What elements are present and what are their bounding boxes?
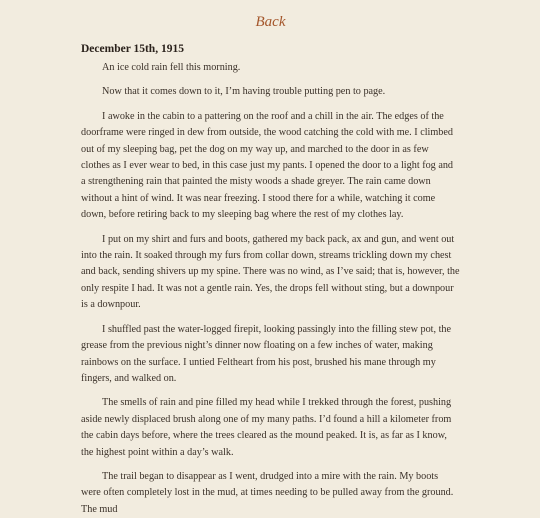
- entry-paragraph: I awoke in the cabin to a pattering on the roof and a chill in the air. The edges of the doorframe were ringed in dew from outside, the wood catching the cold with me. I climbed out of my sleeping bag, pet the dog on my way up, and marched to the door in as few clothes as I ever wear to bed, in this case just my pants. I opened the door to a light fog and a strengthening rain that painted the misty woods a shade greyer. The rain came down without a hint of wind. It was near freezing. I stood there for a while, watching it come down, before retiring back to my sleeping bag where the rest of my clothes lay.: [81, 110, 454, 221]
- entry-paragraph: An ice cold rain fell this morning.: [102, 62, 241, 73]
- entry-paragraph: The trail began to disappear as I went, drudged into a mire with the rain. My boots were often completely lost in the mud, at times needing to be pulled away from the ground. The mud: [81, 470, 454, 515]
- entry-paragraph: The smells of rain and pine filled my head while I trekked through the forest, pushing aside newly displaced brush along one of my many paths. I’d found a hill a kilometer from the cabin days before, where the trees cleared as the mound peaked. It is, as far as I know, the highest point within a day’s walk.: [81, 397, 452, 458]
- entry-date: December 15th, 1915: [81, 43, 184, 55]
- back-link[interactable]: Back: [255, 14, 286, 30]
- entry-paragraph: I shuffled past the water-logged firepit, looking passingly into the filling stew pot, the grease from the previous night’s dinner now floating on a few inches of water, making rainbows on the surface. I untied Feltheart from his post, brushed his mane through my fingers, and walked on.: [81, 323, 452, 384]
- entry-paragraph: I put on my shirt and furs and boots, gathered my back pack, ax and gun, and went out into the rain. It soaked through my furs from collar down, streams trickling down my chest and back, sending shivers up my spine. There was no wind, as I’ve said; that is, however, the only respite I had. It was not a gentle rain. Yes, the drops fell without sting, but a downpour is a downpour.: [81, 233, 460, 311]
- entry-paragraph: Now that it comes down to it, I’m having trouble putting pen to page.: [102, 86, 386, 98]
